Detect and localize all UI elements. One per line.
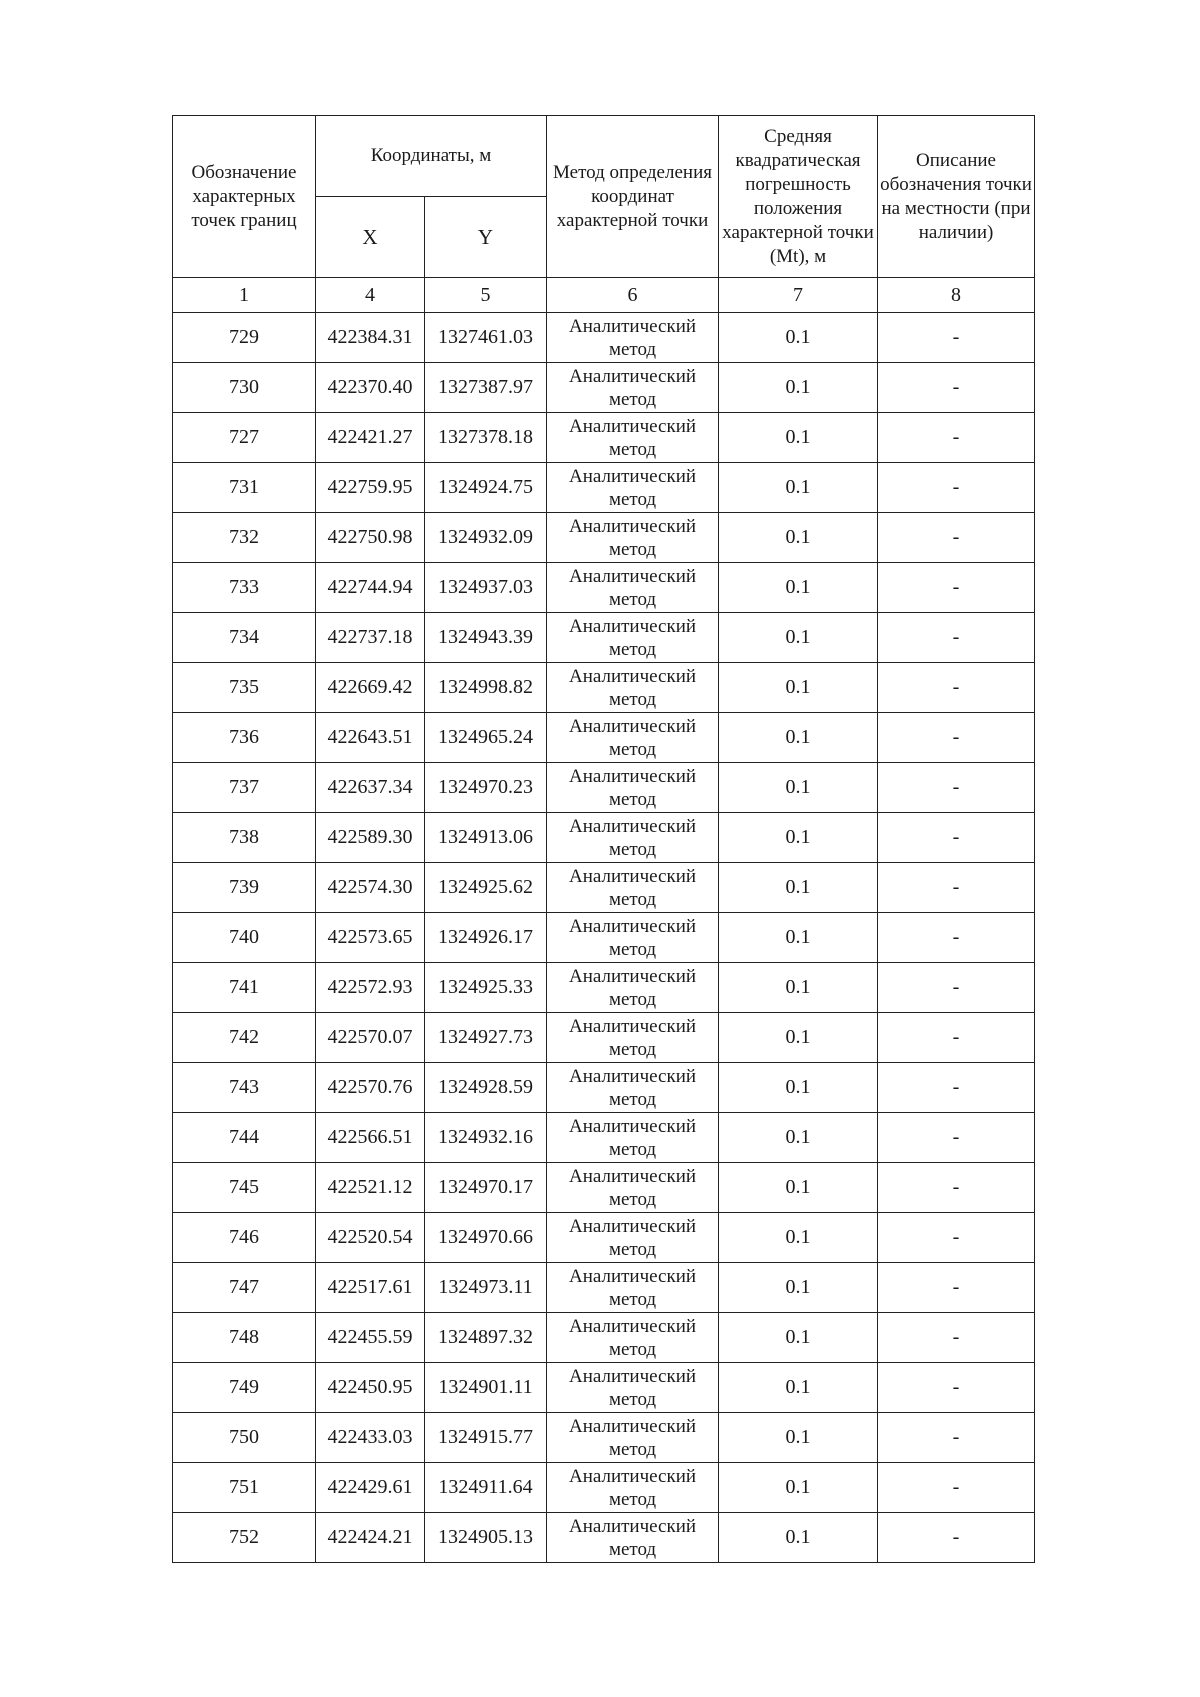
column-number: 5 [425, 278, 547, 313]
cell-point: 748 [173, 1313, 316, 1363]
cell-description: - [878, 713, 1035, 763]
method-text: Аналитический метод [568, 1215, 697, 1260]
cell-mt: 0.1 [719, 763, 878, 813]
table-row [173, 1063, 1035, 1113]
cell-method [547, 713, 719, 763]
method-text: Аналитический метод [568, 1065, 697, 1110]
cell-point: 746 [173, 1213, 316, 1263]
method-text: Аналитический метод [568, 665, 697, 710]
header-method: Метод определения координат характерной точки [547, 116, 719, 278]
cell-description: - [878, 1063, 1035, 1113]
table-row [173, 1163, 1035, 1213]
cell-y: 1327387.97 [425, 363, 547, 413]
cell-x: 422572.93 [316, 963, 425, 1013]
cell-point: 739 [173, 863, 316, 913]
cell-method [547, 663, 719, 713]
cell-description: - [878, 1263, 1035, 1313]
header-y: Y [425, 197, 547, 278]
table-row [173, 863, 1035, 913]
cell-point: 733 [173, 563, 316, 613]
cell-point: 747 [173, 1263, 316, 1313]
cell-description: - [878, 963, 1035, 1013]
cell-point: 731 [173, 463, 316, 513]
cell-x: 422744.94 [316, 563, 425, 613]
cell-mt: 0.1 [719, 463, 878, 513]
cell-x: 422520.54 [316, 1213, 425, 1263]
cell-y: 1324925.62 [425, 863, 547, 913]
cell-point: 750 [173, 1413, 316, 1463]
cell-y: 1327461.03 [425, 313, 547, 363]
method-text: Аналитический метод [568, 815, 697, 860]
cell-description: - [878, 1113, 1035, 1163]
cell-x: 422589.30 [316, 813, 425, 863]
cell-point: 741 [173, 963, 316, 1013]
method-text: Аналитический метод [568, 1515, 697, 1560]
table-row [173, 1513, 1035, 1563]
cell-y: 1324901.11 [425, 1363, 547, 1413]
cell-method [547, 913, 719, 963]
cell-method [547, 1513, 719, 1563]
cell-x: 422521.12 [316, 1163, 425, 1213]
cell-method [547, 1113, 719, 1163]
cell-method [547, 1313, 719, 1363]
header-point: Обозначение характерных точек границ [173, 116, 316, 278]
table-row [173, 313, 1035, 363]
method-text: Аналитический метод [568, 1365, 697, 1410]
header-description: Описание обозначения точки на местности (при наличии) [878, 116, 1035, 278]
cell-mt: 0.1 [719, 1263, 878, 1313]
cell-method [547, 1213, 719, 1263]
column-number: 7 [719, 278, 878, 313]
cell-mt: 0.1 [719, 1113, 878, 1163]
cell-mt: 0.1 [719, 563, 878, 613]
cell-description: - [878, 463, 1035, 513]
method-text: Аналитический метод [568, 915, 697, 960]
cell-y: 1324932.16 [425, 1113, 547, 1163]
cell-description: - [878, 363, 1035, 413]
cell-x: 422750.98 [316, 513, 425, 563]
method-text: Аналитический метод [568, 415, 697, 460]
cell-y: 1324911.64 [425, 1463, 547, 1513]
cell-description: - [878, 1013, 1035, 1063]
column-number: 4 [316, 278, 425, 313]
method-text: Аналитический метод [568, 1315, 697, 1360]
table-row [173, 813, 1035, 863]
cell-description: - [878, 313, 1035, 363]
cell-point: 742 [173, 1013, 316, 1063]
cell-method [547, 463, 719, 513]
cell-method [547, 1463, 719, 1513]
cell-method [547, 1163, 719, 1213]
cell-description: - [878, 513, 1035, 563]
cell-y: 1324905.13 [425, 1513, 547, 1563]
cell-y: 1324937.03 [425, 563, 547, 613]
table-row [173, 663, 1035, 713]
table-row [173, 1363, 1035, 1413]
cell-description: - [878, 1213, 1035, 1263]
cell-x: 422421.27 [316, 413, 425, 463]
cell-point: 744 [173, 1113, 316, 1163]
table-row [173, 713, 1035, 763]
cell-description: - [878, 563, 1035, 613]
cell-y: 1324970.17 [425, 1163, 547, 1213]
cell-description: - [878, 813, 1035, 863]
header-error: Средняя квадратическая погрешность положения характерной точки (Mt), м [719, 116, 878, 278]
method-text: Аналитический метод [568, 615, 697, 660]
table-row [173, 913, 1035, 963]
cell-y: 1324932.09 [425, 513, 547, 563]
cell-y: 1324925.33 [425, 963, 547, 1013]
table-row [173, 763, 1035, 813]
cell-mt: 0.1 [719, 1513, 878, 1563]
cell-method [547, 1063, 719, 1113]
method-text: Аналитический метод [568, 465, 697, 510]
cell-y: 1324913.06 [425, 813, 547, 863]
cell-mt: 0.1 [719, 1213, 878, 1263]
cell-x: 422737.18 [316, 613, 425, 663]
method-text: Аналитический метод [568, 365, 697, 410]
cell-mt: 0.1 [719, 713, 878, 763]
method-text: Аналитический метод [568, 865, 697, 910]
cell-point: 734 [173, 613, 316, 663]
cell-mt: 0.1 [719, 1363, 878, 1413]
table-row [173, 563, 1035, 613]
cell-mt: 0.1 [719, 1463, 878, 1513]
cell-x: 422517.61 [316, 1263, 425, 1313]
method-text: Аналитический метод [568, 565, 697, 610]
cell-method [547, 413, 719, 463]
cell-y: 1324970.23 [425, 763, 547, 813]
cell-point: 735 [173, 663, 316, 713]
cell-y: 1324970.66 [425, 1213, 547, 1263]
cell-point: 743 [173, 1063, 316, 1113]
cell-method [547, 1263, 719, 1313]
cell-method [547, 563, 719, 613]
coordinates-table [172, 115, 1035, 1563]
table-row [173, 1213, 1035, 1263]
cell-method [547, 763, 719, 813]
cell-x: 422384.31 [316, 313, 425, 363]
cell-x: 422573.65 [316, 913, 425, 963]
method-text: Аналитический метод [568, 1115, 697, 1160]
cell-x: 422566.51 [316, 1113, 425, 1163]
cell-x: 422570.07 [316, 1013, 425, 1063]
cell-point: 749 [173, 1363, 316, 1413]
cell-x: 422637.34 [316, 763, 425, 813]
method-text: Аналитический метод [568, 765, 697, 810]
cell-description: - [878, 1163, 1035, 1213]
cell-description: - [878, 863, 1035, 913]
method-text: Аналитический метод [568, 1015, 697, 1060]
cell-y: 1324927.73 [425, 1013, 547, 1063]
cell-mt: 0.1 [719, 963, 878, 1013]
cell-mt: 0.1 [719, 1013, 878, 1063]
cell-y: 1324965.24 [425, 713, 547, 763]
header-x: X [316, 197, 425, 278]
cell-description: - [878, 413, 1035, 463]
table-row [173, 1313, 1035, 1363]
cell-method [547, 1013, 719, 1063]
cell-method [547, 513, 719, 563]
cell-y: 1324915.77 [425, 1413, 547, 1463]
table-row [173, 463, 1035, 513]
cell-description: - [878, 1313, 1035, 1363]
method-text: Аналитический метод [568, 515, 697, 560]
cell-y: 1324973.11 [425, 1263, 547, 1313]
column-number: 6 [547, 278, 719, 313]
cell-y: 1324924.75 [425, 463, 547, 513]
cell-point: 745 [173, 1163, 316, 1213]
cell-x: 422433.03 [316, 1413, 425, 1463]
method-text: Аналитический метод [568, 1465, 697, 1510]
cell-y: 1324897.32 [425, 1313, 547, 1363]
cell-mt: 0.1 [719, 613, 878, 663]
cell-mt: 0.1 [719, 413, 878, 463]
cell-method [547, 1413, 719, 1463]
cell-mt: 0.1 [719, 1413, 878, 1463]
header-coordinates: Координаты, м [316, 116, 547, 197]
cell-x: 422669.42 [316, 663, 425, 713]
cell-description: - [878, 763, 1035, 813]
cell-mt: 0.1 [719, 813, 878, 863]
cell-description: - [878, 1413, 1035, 1463]
cell-x: 422455.59 [316, 1313, 425, 1363]
cell-mt: 0.1 [719, 313, 878, 363]
cell-method [547, 813, 719, 863]
cell-x: 422574.30 [316, 863, 425, 913]
column-number: 1 [173, 278, 316, 313]
cell-description: - [878, 1513, 1035, 1563]
cell-x: 422370.40 [316, 363, 425, 413]
cell-mt: 0.1 [719, 1313, 878, 1363]
method-text: Аналитический метод [568, 1265, 697, 1310]
cell-point: 729 [173, 313, 316, 363]
cell-x: 422643.51 [316, 713, 425, 763]
cell-point: 751 [173, 1463, 316, 1513]
cell-point: 740 [173, 913, 316, 963]
cell-description: - [878, 913, 1035, 963]
table-row [173, 1113, 1035, 1163]
cell-description: - [878, 1363, 1035, 1413]
cell-x: 422429.61 [316, 1463, 425, 1513]
cell-mt: 0.1 [719, 1163, 878, 1213]
cell-method [547, 863, 719, 913]
cell-y: 1324928.59 [425, 1063, 547, 1113]
cell-point: 738 [173, 813, 316, 863]
cell-x: 422424.21 [316, 1513, 425, 1563]
cell-point: 730 [173, 363, 316, 413]
method-text: Аналитический метод [568, 1415, 697, 1460]
table-row [173, 413, 1035, 463]
cell-point: 736 [173, 713, 316, 763]
cell-point: 732 [173, 513, 316, 563]
cell-point: 752 [173, 1513, 316, 1563]
cell-method [547, 363, 719, 413]
cell-mt: 0.1 [719, 913, 878, 963]
cell-description: - [878, 1463, 1035, 1513]
method-text: Аналитический метод [568, 715, 697, 760]
cell-y: 1324926.17 [425, 913, 547, 963]
table-row [173, 1263, 1035, 1313]
cell-x: 422759.95 [316, 463, 425, 513]
cell-description: - [878, 613, 1035, 663]
cell-x: 422570.76 [316, 1063, 425, 1113]
cell-method [547, 613, 719, 663]
cell-mt: 0.1 [719, 1063, 878, 1113]
cell-method [547, 313, 719, 363]
cell-y: 1324943.39 [425, 613, 547, 663]
cell-mt: 0.1 [719, 513, 878, 563]
table-row [173, 1463, 1035, 1513]
cell-mt: 0.1 [719, 663, 878, 713]
method-text: Аналитический метод [568, 315, 697, 360]
table-row [173, 513, 1035, 563]
table-row [173, 613, 1035, 663]
cell-mt: 0.1 [719, 863, 878, 913]
method-text: Аналитический метод [568, 965, 697, 1010]
method-text: Аналитический метод [568, 1165, 697, 1210]
cell-y: 1324998.82 [425, 663, 547, 713]
column-number: 8 [878, 278, 1035, 313]
cell-description: - [878, 663, 1035, 713]
cell-y: 1327378.18 [425, 413, 547, 463]
table-row [173, 963, 1035, 1013]
table-row [173, 1413, 1035, 1463]
cell-x: 422450.95 [316, 1363, 425, 1413]
table-row [173, 1013, 1035, 1063]
cell-method [547, 1363, 719, 1413]
table-row [173, 363, 1035, 413]
cell-point: 737 [173, 763, 316, 813]
cell-point: 727 [173, 413, 316, 463]
cell-method [547, 963, 719, 1013]
cell-mt: 0.1 [719, 363, 878, 413]
